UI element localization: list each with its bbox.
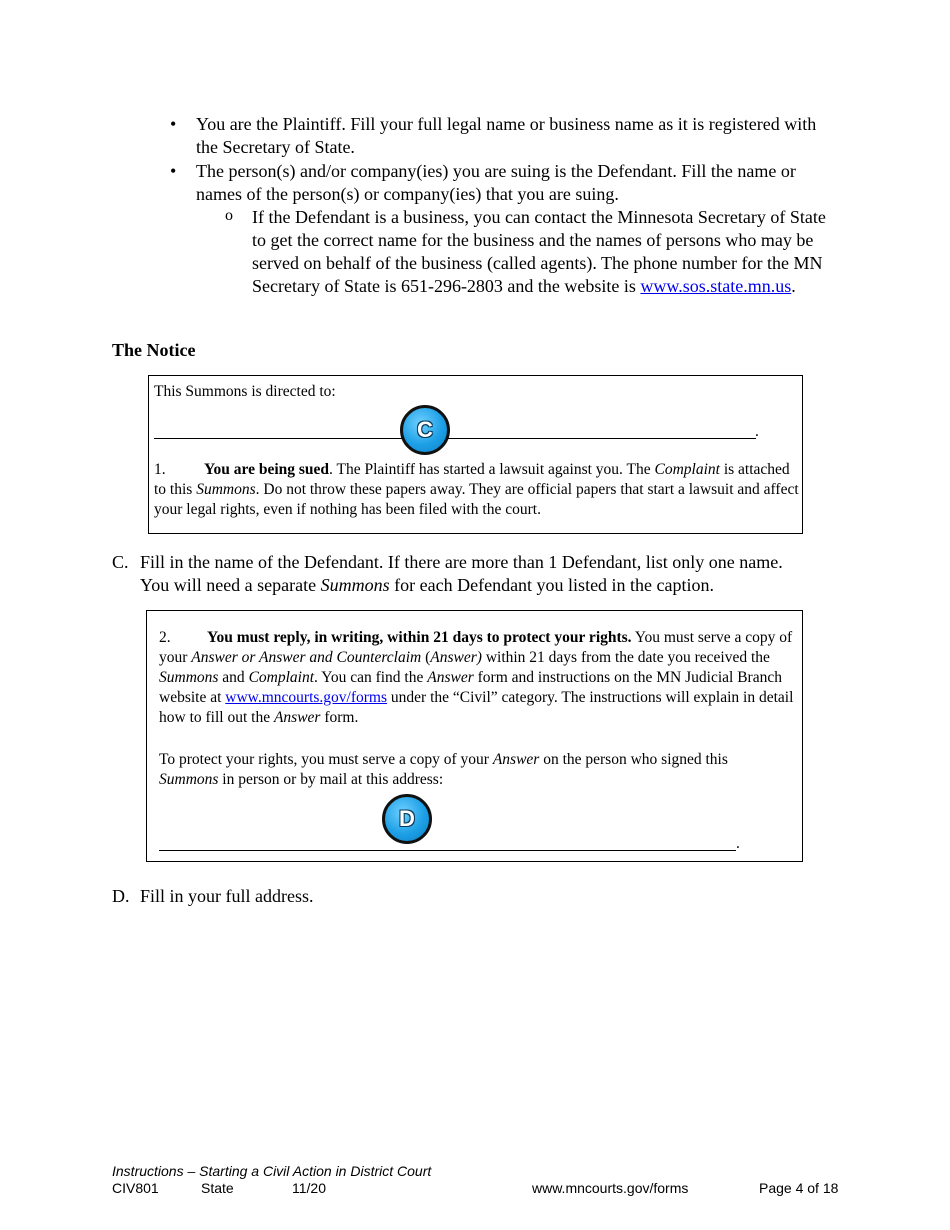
mncourts-forms-link[interactable]: www.mncourts.gov/forms [225,689,388,706]
step-c-instructions: Fill in the name of the Defendant. If there are more than 1 Defendant, list only one name. You will need a separate Summons for each Defendant you listed in the caption. [140,552,783,595]
address-line [159,850,736,851]
badge-d-letter: D [399,806,415,831]
step-c-label: C. [112,552,129,572]
sub-bullet-text: If the Defendant is a business, you can contact the Minnesota Secretary of State to get the correct name for the business and the names of persons who may be served on behalf of the business (called agents). The phone number for the MN Secretary of State is 651-296-2803 and the website is [252,207,826,296]
bullet-defendant: The person(s) and/or company(ies) you are suing is the Defendant. Fill the name or names of the person(s) or company(ies) that you are suing. [196,161,796,204]
footer-jurisdiction: State [201,1180,234,1196]
bullet-dot: • [170,161,177,181]
reply-notice-box: 2. You must reply, in writing, within 21 days to protect your rights. You must serve a copy of your Answer or Answer and Counterclaim (Answer) within 21 days from the date you received the Summons and Complaint. You can find the Answer form and instructions on the MN Judicial Branch website at www.mncourts.gov/forms under the “Civil” category. The instructions will explain in detail how to fill out the Answer form. To protect your rights, you must serve a copy of your Answer on the person who signed this Summons in person or by mail at this address: D . [146,610,803,862]
footer-date: 11/20 [292,1180,326,1196]
footer-form-code: CIV801 [112,1180,159,1196]
sub-bullet-business: If the Defendant is a business, you can contact the Minnesota Secretary of State to get the correct name for the business and the names of persons who may be served on behalf of the business (called agents). The phone number for the MN Secretary of State is 651-296-2803 and the website is www.sos.state.mn.us. [252,207,826,296]
step-c-badge [400,405,450,455]
bullet-dot: • [170,114,177,134]
sos-website-link[interactable]: www.sos.state.mn.us [640,276,792,296]
reply-item-2: 2. You must reply, in writing, within 21 days to protect your rights. You must serve a copy of your Answer or Answer and Counterclaim (Answer) within 21 days from the date you received the Summons and Complaint. You can find the Answer form and instructions on the MN Judicial Branch website at www.mncourts.gov/forms under the “Civil” category. The instructions will explain in detail how to fill out the Answer form. [159,629,794,726]
summons-notice-box: This Summons is directed to: . C 1. You are being sued. The Plaintiff has started a lawsuit against you. The Complaint is attached to this Summons. Do not throw these papers away. They are official papers that start a lawsuit and affect your legal rights, even if nothing has been filed with the court. [148,375,803,534]
footer-title: Instructions – Starting a Civil Action in District Court [112,1163,432,1179]
defendant-name-line [154,438,756,439]
notice-item-1: 1. You are being sued. The Plaintiff has started a lawsuit against you. The Complaint is attached to this Summons. Do not throw these papers away. They are official papers that start a lawsuit and affect your legal rights, even if nothing has been filed with the court. [154,461,799,518]
bullet-plaintiff: You are the Plaintiff. Fill your full legal name or business name as it is registered with the Secretary of State. [196,114,817,157]
directed-to-label: This Summons is directed to: [154,383,336,400]
reply-para-2: To protect your rights, you must serve a copy of your Answer on the person who signed this Summons in person or by mail at this address: [159,751,728,788]
step-d-label: D. [112,886,130,906]
step-d-badge [382,794,432,844]
badge-c-letter: C [417,417,433,442]
sub-bullet-circle: o [225,207,233,224]
footer-page-number: Page 4 of 18 [759,1180,839,1196]
footer-url: www.mncourts.gov/forms [532,1180,689,1196]
notice-heading: The Notice [112,340,196,360]
step-d-instructions: Fill in your full address. [140,886,314,906]
